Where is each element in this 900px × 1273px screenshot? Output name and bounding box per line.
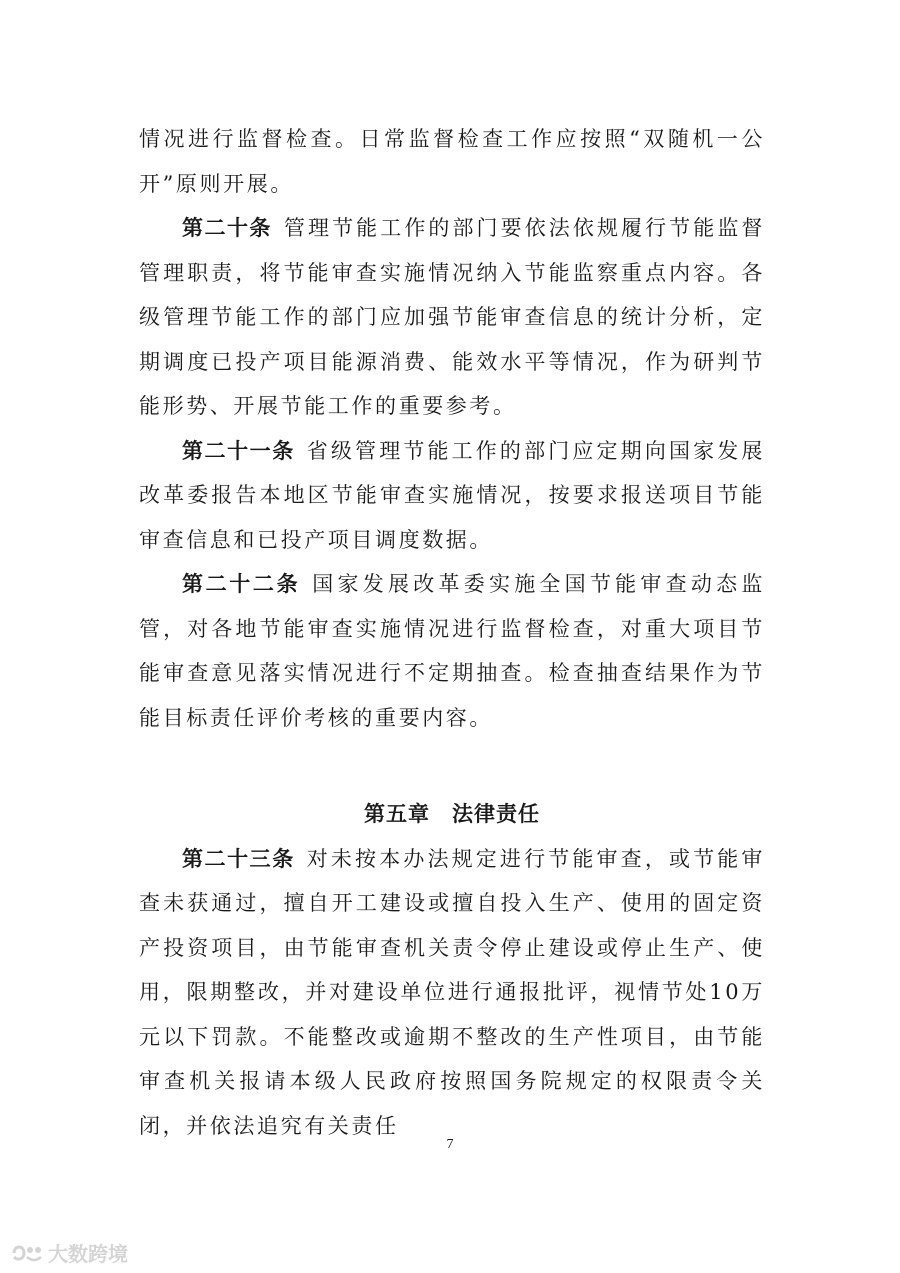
- article-22: [139, 562, 765, 740]
- page-number: 7: [446, 1137, 454, 1152]
- article-20: [139, 206, 765, 429]
- article-number: 第二十三条: [182, 846, 295, 871]
- watermark: [10, 1238, 128, 1267]
- article-text: 管理节能工作的部门要依法依规履行节能监督管理职责，将节能审查实施情况纳入节能监察重点内容。各级管理节能工作的部门应加强节能审查信息的统计分析，定期调度已投产项目能源消费、能效水平等情况，作为研判节能形势、开展节能工作的重要参考。: [139, 216, 766, 418]
- article-text: 省级管理节能工作的部门应定期向国家发展改革委报告本地区节能审查实施情况，按要求报送项目节能审查信息和已投产项目调度数据。: [139, 438, 766, 552]
- article-number: 第二十条: [182, 216, 272, 240]
- article-number: 第二十二条: [182, 572, 301, 596]
- article-21: [139, 429, 765, 563]
- watermark-text: 大数跨境: [48, 1242, 128, 1266]
- chapter-title: 法律责任: [452, 802, 540, 826]
- paragraph-continuation: 情况进行监督检查。日常监督检查工作应按照“双随机一公开”原则开展。: [139, 127, 765, 196]
- article-number: 第二十一条: [182, 438, 295, 463]
- brand-logo-icon: [10, 1241, 44, 1265]
- article-23: [139, 837, 765, 1149]
- chapter-heading: [139, 792, 765, 837]
- chapter-number: 第五章: [364, 802, 430, 826]
- article-text: 对未按本办法规定进行节能审查，或节能审查未获通过，擅自开工建设或擅自投入生产、使用的固定资产投资项目，由节能审查机关责令停止建设或停止生产、使用，限期整改，并对建设单位进行通报批评，视情节处10万元以下罚款。不能整改或逾期不整改的生产性项目，由节能审查机关报请本级人民政府按照国务院规定的权限责令关闭，并依法追究有关责任: [139, 846, 766, 1138]
- document-body: [139, 117, 765, 1148]
- article-text: 国家发展改革委实施全国节能审查动态监管，对各地节能审查实施情况进行监督检查，对重大项目节能审查意见落实情况进行不定期抽查。检查抽查结果作为节能目标责任评价考核的重要内容。: [139, 572, 765, 730]
